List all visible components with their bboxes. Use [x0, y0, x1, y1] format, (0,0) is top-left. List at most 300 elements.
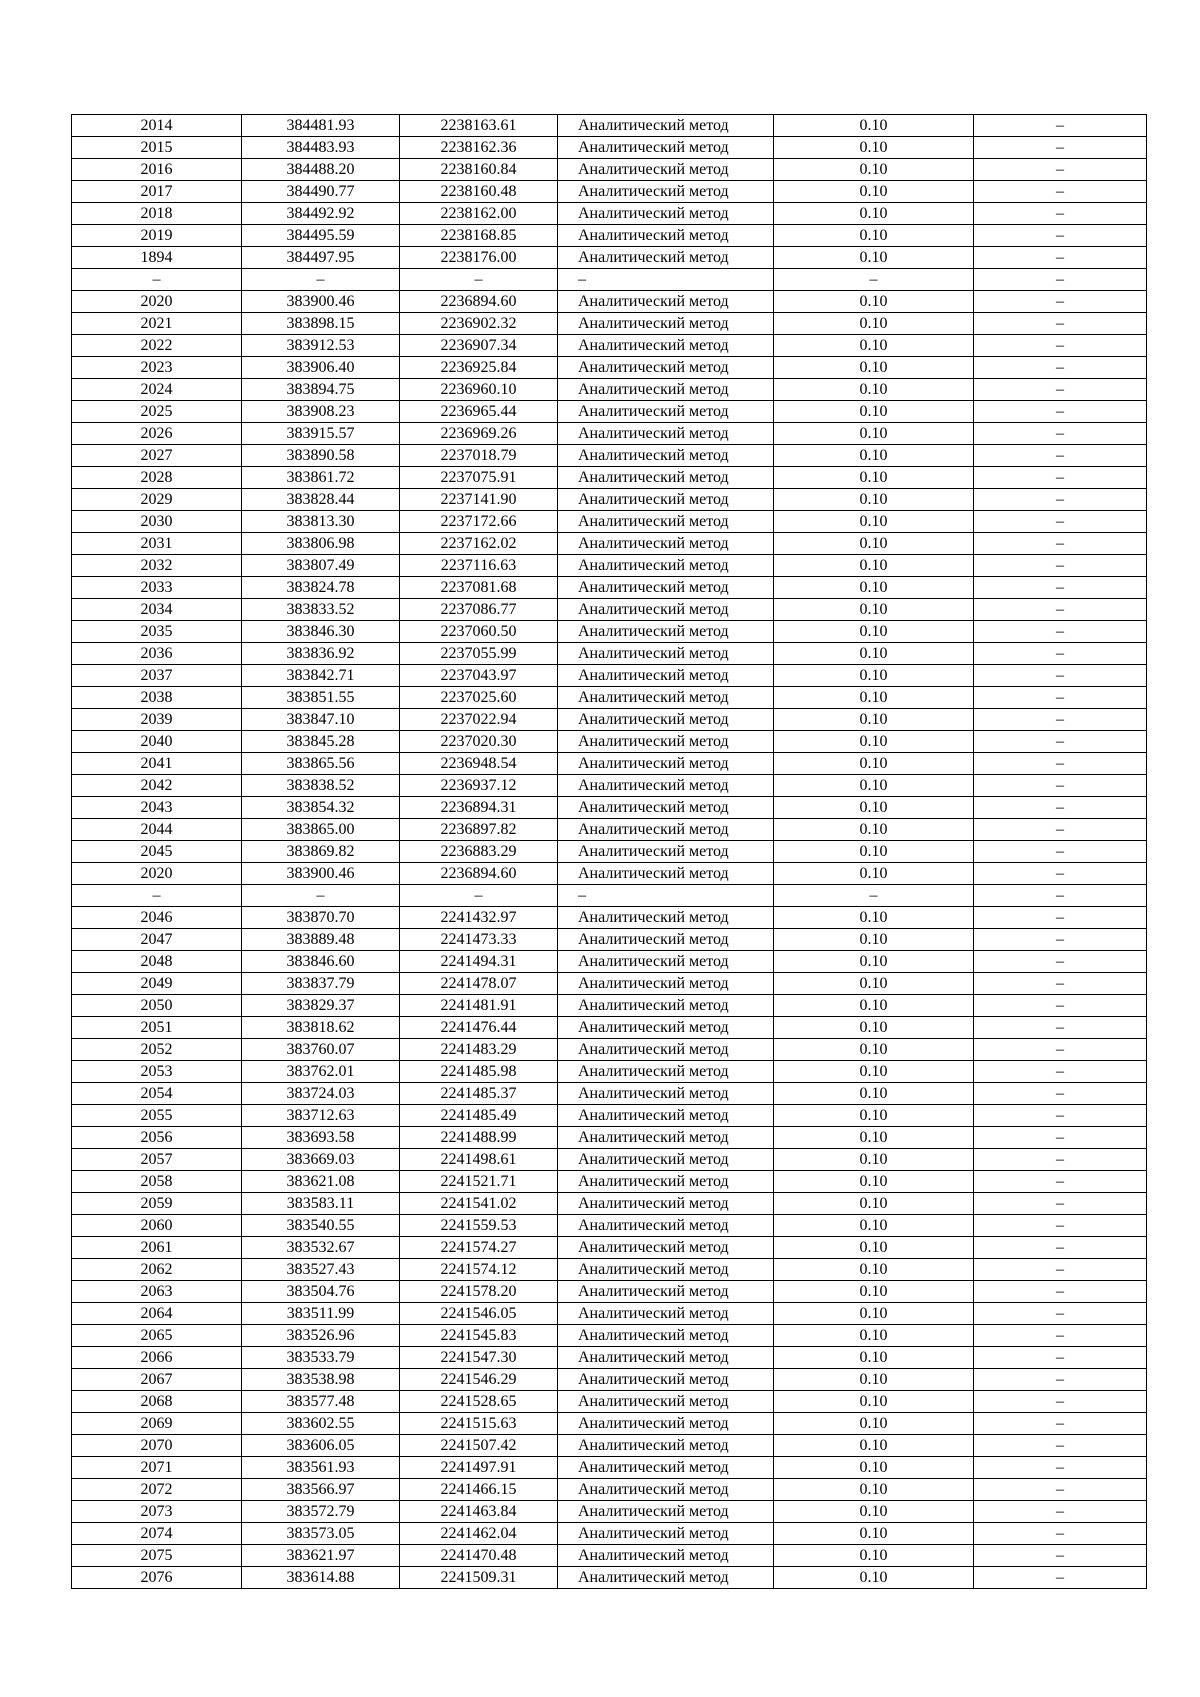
- note-cell: –: [974, 511, 1147, 533]
- point-number-cell: 2017: [72, 181, 242, 203]
- note-cell: –: [974, 1545, 1147, 1567]
- note-cell: –: [974, 1325, 1147, 1347]
- accuracy-cell: 0.10: [774, 225, 974, 247]
- accuracy-cell: 0.10: [774, 1215, 974, 1237]
- method-cell: Аналитический метод: [558, 797, 774, 819]
- accuracy-cell: 0.10: [774, 1171, 974, 1193]
- point-number-cell: 1894: [72, 247, 242, 269]
- point-number-cell: 2055: [72, 1105, 242, 1127]
- x-coordinate-cell: 384497.95: [242, 247, 400, 269]
- x-coordinate-cell: 383818.62: [242, 1017, 400, 1039]
- x-coordinate-cell: 383724.03: [242, 1083, 400, 1105]
- point-number-cell: 2058: [72, 1171, 242, 1193]
- note-cell: –: [974, 577, 1147, 599]
- y-coordinate-cell: 2241463.84: [400, 1501, 558, 1523]
- table-row: [72, 1413, 1147, 1435]
- x-coordinate-cell: 383511.99: [242, 1303, 400, 1325]
- accuracy-cell: 0.10: [774, 511, 974, 533]
- method-cell: Аналитический метод: [558, 995, 774, 1017]
- note-cell: –: [974, 1039, 1147, 1061]
- method-cell: Аналитический метод: [558, 313, 774, 335]
- x-coordinate-cell: 383847.10: [242, 709, 400, 731]
- accuracy-cell: 0.10: [774, 357, 974, 379]
- note-cell: –: [974, 1347, 1147, 1369]
- table-row: [72, 841, 1147, 863]
- method-cell: Аналитический метод: [558, 489, 774, 511]
- note-cell: –: [974, 533, 1147, 555]
- point-number-cell: 2068: [72, 1391, 242, 1413]
- accuracy-cell: 0.10: [774, 951, 974, 973]
- table-row: [72, 555, 1147, 577]
- accuracy-cell: 0.10: [774, 753, 974, 775]
- point-number-cell: 2073: [72, 1501, 242, 1523]
- x-coordinate-cell: 384481.93: [242, 115, 400, 137]
- x-coordinate-cell: –: [242, 269, 400, 291]
- x-coordinate-cell: 383889.48: [242, 929, 400, 951]
- x-coordinate-cell: 383906.40: [242, 357, 400, 379]
- table-row: [72, 1083, 1147, 1105]
- table-row: [72, 137, 1147, 159]
- x-coordinate-cell: 384492.92: [242, 203, 400, 225]
- method-cell: Аналитический метод: [558, 599, 774, 621]
- method-cell: Аналитический метод: [558, 203, 774, 225]
- method-cell: Аналитический метод: [558, 863, 774, 885]
- table-row: [72, 1567, 1147, 1589]
- accuracy-cell: 0.10: [774, 1127, 974, 1149]
- y-coordinate-cell: 2241497.91: [400, 1457, 558, 1479]
- accuracy-cell: 0.10: [774, 181, 974, 203]
- accuracy-cell: 0.10: [774, 247, 974, 269]
- method-cell: Аналитический метод: [558, 1171, 774, 1193]
- y-coordinate-cell: 2241485.49: [400, 1105, 558, 1127]
- method-cell: Аналитический метод: [558, 1347, 774, 1369]
- method-cell: Аналитический метод: [558, 665, 774, 687]
- y-coordinate-cell: 2237060.50: [400, 621, 558, 643]
- x-coordinate-cell: 383527.43: [242, 1259, 400, 1281]
- x-coordinate-cell: 383621.97: [242, 1545, 400, 1567]
- y-coordinate-cell: 2241559.53: [400, 1215, 558, 1237]
- table-row: [72, 1061, 1147, 1083]
- note-cell: –: [974, 841, 1147, 863]
- point-number-cell: 2052: [72, 1039, 242, 1061]
- accuracy-cell: 0.10: [774, 665, 974, 687]
- method-cell: Аналитический метод: [558, 1281, 774, 1303]
- x-coordinate-cell: 383533.79: [242, 1347, 400, 1369]
- point-number-cell: 2020: [72, 863, 242, 885]
- note-cell: –: [974, 1479, 1147, 1501]
- table-row: [72, 885, 1147, 907]
- y-coordinate-cell: 2236969.26: [400, 423, 558, 445]
- x-coordinate-cell: 383621.08: [242, 1171, 400, 1193]
- x-coordinate-cell: 383851.55: [242, 687, 400, 709]
- point-number-cell: 2050: [72, 995, 242, 1017]
- method-cell: Аналитический метод: [558, 533, 774, 555]
- x-coordinate-cell: 383573.05: [242, 1523, 400, 1545]
- x-coordinate-cell: 383846.30: [242, 621, 400, 643]
- method-cell: Аналитический метод: [558, 621, 774, 643]
- table-row: [72, 1369, 1147, 1391]
- method-cell: Аналитический метод: [558, 1061, 774, 1083]
- point-number-cell: 2065: [72, 1325, 242, 1347]
- method-cell: Аналитический метод: [558, 467, 774, 489]
- note-cell: –: [974, 357, 1147, 379]
- method-cell: Аналитический метод: [558, 1017, 774, 1039]
- table-row: [72, 577, 1147, 599]
- y-coordinate-cell: 2238168.85: [400, 225, 558, 247]
- y-coordinate-cell: 2236907.34: [400, 335, 558, 357]
- note-cell: –: [974, 445, 1147, 467]
- x-coordinate-cell: 383869.82: [242, 841, 400, 863]
- method-cell: Аналитический метод: [558, 1391, 774, 1413]
- method-cell: Аналитический метод: [558, 1479, 774, 1501]
- accuracy-cell: 0.10: [774, 995, 974, 1017]
- accuracy-cell: 0.10: [774, 115, 974, 137]
- method-cell: Аналитический метод: [558, 511, 774, 533]
- note-cell: –: [974, 643, 1147, 665]
- table-row: [72, 797, 1147, 819]
- accuracy-cell: 0.10: [774, 423, 974, 445]
- x-coordinate-cell: 383669.03: [242, 1149, 400, 1171]
- x-coordinate-cell: 383532.67: [242, 1237, 400, 1259]
- method-cell: Аналитический метод: [558, 1127, 774, 1149]
- accuracy-cell: 0.10: [774, 907, 974, 929]
- point-number-cell: 2049: [72, 973, 242, 995]
- method-cell: Аналитический метод: [558, 159, 774, 181]
- accuracy-cell: 0.10: [774, 1083, 974, 1105]
- x-coordinate-cell: 383837.79: [242, 973, 400, 995]
- table-row: [72, 445, 1147, 467]
- y-coordinate-cell: 2238160.84: [400, 159, 558, 181]
- x-coordinate-cell: 383606.05: [242, 1435, 400, 1457]
- note-cell: –: [974, 1105, 1147, 1127]
- y-coordinate-cell: 2241578.20: [400, 1281, 558, 1303]
- note-cell: –: [974, 621, 1147, 643]
- x-coordinate-cell: 383836.92: [242, 643, 400, 665]
- point-number-cell: –: [72, 885, 242, 907]
- note-cell: –: [974, 401, 1147, 423]
- x-coordinate-cell: 383561.93: [242, 1457, 400, 1479]
- table-row: [72, 1501, 1147, 1523]
- table-row: [72, 687, 1147, 709]
- note-cell: –: [974, 1259, 1147, 1281]
- note-cell: –: [974, 1523, 1147, 1545]
- accuracy-cell: 0.10: [774, 1039, 974, 1061]
- x-coordinate-cell: 383845.28: [242, 731, 400, 753]
- table-row: [72, 599, 1147, 621]
- table-row: [72, 731, 1147, 753]
- table-row: [72, 1347, 1147, 1369]
- y-coordinate-cell: 2236948.54: [400, 753, 558, 775]
- table-row: [72, 1237, 1147, 1259]
- y-coordinate-cell: 2241483.29: [400, 1039, 558, 1061]
- point-number-cell: 2042: [72, 775, 242, 797]
- method-cell: Аналитический метод: [558, 1193, 774, 1215]
- y-coordinate-cell: 2241462.04: [400, 1523, 558, 1545]
- point-number-cell: 2043: [72, 797, 242, 819]
- table-row: [72, 357, 1147, 379]
- y-coordinate-cell: 2238176.00: [400, 247, 558, 269]
- y-coordinate-cell: –: [400, 269, 558, 291]
- point-number-cell: 2048: [72, 951, 242, 973]
- note-cell: –: [974, 137, 1147, 159]
- point-number-cell: 2020: [72, 291, 242, 313]
- y-coordinate-cell: 2241470.48: [400, 1545, 558, 1567]
- method-cell: Аналитический метод: [558, 357, 774, 379]
- accuracy-cell: 0.10: [774, 709, 974, 731]
- method-cell: Аналитический метод: [558, 1545, 774, 1567]
- method-cell: Аналитический метод: [558, 1325, 774, 1347]
- table-row: [72, 181, 1147, 203]
- point-number-cell: 2027: [72, 445, 242, 467]
- table-row: [72, 643, 1147, 665]
- accuracy-cell: 0.10: [774, 1303, 974, 1325]
- y-coordinate-cell: 2241515.63: [400, 1413, 558, 1435]
- table-row: [72, 423, 1147, 445]
- accuracy-cell: 0.10: [774, 1281, 974, 1303]
- x-coordinate-cell: 383865.56: [242, 753, 400, 775]
- accuracy-cell: 0.10: [774, 1479, 974, 1501]
- x-coordinate-cell: 383577.48: [242, 1391, 400, 1413]
- note-cell: –: [974, 115, 1147, 137]
- method-cell: Аналитический метод: [558, 819, 774, 841]
- y-coordinate-cell: 2236965.44: [400, 401, 558, 423]
- y-coordinate-cell: 2241509.31: [400, 1567, 558, 1589]
- accuracy-cell: –: [774, 269, 974, 291]
- y-coordinate-cell: 2241574.27: [400, 1237, 558, 1259]
- table-row: [72, 665, 1147, 687]
- point-number-cell: 2031: [72, 533, 242, 555]
- x-coordinate-cell: 383824.78: [242, 577, 400, 599]
- y-coordinate-cell: 2241498.61: [400, 1149, 558, 1171]
- note-cell: –: [974, 269, 1147, 291]
- point-number-cell: 2039: [72, 709, 242, 731]
- table-row: [72, 115, 1147, 137]
- x-coordinate-cell: 383894.75: [242, 379, 400, 401]
- point-number-cell: 2033: [72, 577, 242, 599]
- note-cell: –: [974, 1149, 1147, 1171]
- point-number-cell: 2064: [72, 1303, 242, 1325]
- note-cell: –: [974, 203, 1147, 225]
- method-cell: Аналитический метод: [558, 555, 774, 577]
- accuracy-cell: 0.10: [774, 533, 974, 555]
- table-row: [72, 489, 1147, 511]
- note-cell: –: [974, 1435, 1147, 1457]
- accuracy-cell: 0.10: [774, 1391, 974, 1413]
- coordinates-table: [71, 114, 1147, 1589]
- table-row: [72, 973, 1147, 995]
- table-row: [72, 1039, 1147, 1061]
- method-cell: Аналитический метод: [558, 1259, 774, 1281]
- y-coordinate-cell: 2237022.94: [400, 709, 558, 731]
- point-number-cell: 2074: [72, 1523, 242, 1545]
- note-cell: –: [974, 1017, 1147, 1039]
- note-cell: –: [974, 379, 1147, 401]
- point-number-cell: –: [72, 269, 242, 291]
- y-coordinate-cell: 2241478.07: [400, 973, 558, 995]
- point-number-cell: 2023: [72, 357, 242, 379]
- y-coordinate-cell: 2236894.31: [400, 797, 558, 819]
- accuracy-cell: 0.10: [774, 1369, 974, 1391]
- accuracy-cell: 0.10: [774, 1061, 974, 1083]
- note-cell: –: [974, 181, 1147, 203]
- method-cell: Аналитический метод: [558, 731, 774, 753]
- point-number-cell: 2015: [72, 137, 242, 159]
- x-coordinate-cell: 383900.46: [242, 291, 400, 313]
- note-cell: –: [974, 995, 1147, 1017]
- y-coordinate-cell: 2241546.29: [400, 1369, 558, 1391]
- note-cell: –: [974, 599, 1147, 621]
- y-coordinate-cell: 2241521.71: [400, 1171, 558, 1193]
- point-number-cell: 2061: [72, 1237, 242, 1259]
- point-number-cell: 2026: [72, 423, 242, 445]
- point-number-cell: 2035: [72, 621, 242, 643]
- accuracy-cell: 0.10: [774, 401, 974, 423]
- method-cell: Аналитический метод: [558, 973, 774, 995]
- method-cell: Аналитический метод: [558, 1149, 774, 1171]
- point-number-cell: 2066: [72, 1347, 242, 1369]
- y-coordinate-cell: 2241547.30: [400, 1347, 558, 1369]
- note-cell: –: [974, 159, 1147, 181]
- table-row: [72, 511, 1147, 533]
- note-cell: –: [974, 1083, 1147, 1105]
- method-cell: Аналитический метод: [558, 1567, 774, 1589]
- x-coordinate-cell: 383900.46: [242, 863, 400, 885]
- accuracy-cell: 0.10: [774, 1325, 974, 1347]
- note-cell: –: [974, 1391, 1147, 1413]
- method-cell: Аналитический метод: [558, 1215, 774, 1237]
- accuracy-cell: 0.10: [774, 291, 974, 313]
- accuracy-cell: 0.10: [774, 819, 974, 841]
- y-coordinate-cell: 2241466.15: [400, 1479, 558, 1501]
- accuracy-cell: 0.10: [774, 1259, 974, 1281]
- x-coordinate-cell: 383842.71: [242, 665, 400, 687]
- point-number-cell: 2045: [72, 841, 242, 863]
- table-row: [72, 621, 1147, 643]
- point-number-cell: 2029: [72, 489, 242, 511]
- x-coordinate-cell: 383861.72: [242, 467, 400, 489]
- x-coordinate-cell: 383572.79: [242, 1501, 400, 1523]
- method-cell: Аналитический метод: [558, 1039, 774, 1061]
- y-coordinate-cell: 2238160.48: [400, 181, 558, 203]
- y-coordinate-cell: 2241545.83: [400, 1325, 558, 1347]
- x-coordinate-cell: 383908.23: [242, 401, 400, 423]
- point-number-cell: 2054: [72, 1083, 242, 1105]
- accuracy-cell: –: [774, 885, 974, 907]
- note-cell: –: [974, 467, 1147, 489]
- note-cell: –: [974, 1237, 1147, 1259]
- accuracy-cell: 0.10: [774, 1523, 974, 1545]
- accuracy-cell: 0.10: [774, 1149, 974, 1171]
- method-cell: Аналитический метод: [558, 1237, 774, 1259]
- accuracy-cell: 0.10: [774, 621, 974, 643]
- x-coordinate-cell: 383870.70: [242, 907, 400, 929]
- point-number-cell: 2072: [72, 1479, 242, 1501]
- note-cell: –: [974, 951, 1147, 973]
- coordinates-table-body: [72, 115, 1147, 1589]
- y-coordinate-cell: 2237081.68: [400, 577, 558, 599]
- y-coordinate-cell: 2236902.32: [400, 313, 558, 335]
- y-coordinate-cell: –: [400, 885, 558, 907]
- table-row: [72, 1193, 1147, 1215]
- accuracy-cell: 0.10: [774, 1237, 974, 1259]
- table-row: [72, 1545, 1147, 1567]
- accuracy-cell: 0.10: [774, 929, 974, 951]
- method-cell: Аналитический метод: [558, 1369, 774, 1391]
- method-cell: Аналитический метод: [558, 775, 774, 797]
- note-cell: –: [974, 885, 1147, 907]
- method-cell: Аналитический метод: [558, 929, 774, 951]
- method-cell: Аналитический метод: [558, 577, 774, 599]
- table-row: [72, 401, 1147, 423]
- point-number-cell: 2070: [72, 1435, 242, 1457]
- x-coordinate-cell: 383829.37: [242, 995, 400, 1017]
- method-cell: Аналитический метод: [558, 907, 774, 929]
- accuracy-cell: 0.10: [774, 489, 974, 511]
- y-coordinate-cell: 2237018.79: [400, 445, 558, 467]
- table-row: [72, 1457, 1147, 1479]
- table-row: [72, 1259, 1147, 1281]
- accuracy-cell: 0.10: [774, 1501, 974, 1523]
- y-coordinate-cell: 2241432.97: [400, 907, 558, 929]
- note-cell: –: [974, 929, 1147, 951]
- table-row: [72, 1391, 1147, 1413]
- point-number-cell: 2044: [72, 819, 242, 841]
- table-row: [72, 951, 1147, 973]
- y-coordinate-cell: 2236960.10: [400, 379, 558, 401]
- method-cell: Аналитический метод: [558, 687, 774, 709]
- note-cell: –: [974, 687, 1147, 709]
- point-number-cell: 2053: [72, 1061, 242, 1083]
- x-coordinate-cell: 383614.88: [242, 1567, 400, 1589]
- y-coordinate-cell: 2241476.44: [400, 1017, 558, 1039]
- point-number-cell: 2034: [72, 599, 242, 621]
- table-row: [72, 1281, 1147, 1303]
- y-coordinate-cell: 2241546.05: [400, 1303, 558, 1325]
- method-cell: Аналитический метод: [558, 1435, 774, 1457]
- point-number-cell: 2030: [72, 511, 242, 533]
- table-row: [72, 335, 1147, 357]
- point-number-cell: 2067: [72, 1369, 242, 1391]
- point-number-cell: 2014: [72, 115, 242, 137]
- method-cell: Аналитический метод: [558, 291, 774, 313]
- table-row: [72, 269, 1147, 291]
- accuracy-cell: 0.10: [774, 1435, 974, 1457]
- note-cell: –: [974, 1413, 1147, 1435]
- x-coordinate-cell: 383846.60: [242, 951, 400, 973]
- x-coordinate-cell: 383760.07: [242, 1039, 400, 1061]
- note-cell: –: [974, 247, 1147, 269]
- y-coordinate-cell: 2237116.63: [400, 555, 558, 577]
- method-cell: Аналитический метод: [558, 643, 774, 665]
- method-cell: Аналитический метод: [558, 1083, 774, 1105]
- table-row: [72, 1479, 1147, 1501]
- point-number-cell: 2057: [72, 1149, 242, 1171]
- note-cell: –: [974, 1215, 1147, 1237]
- point-number-cell: 2069: [72, 1413, 242, 1435]
- method-cell: Аналитический метод: [558, 1457, 774, 1479]
- point-number-cell: 2051: [72, 1017, 242, 1039]
- table-row: [72, 709, 1147, 731]
- accuracy-cell: 0.10: [774, 841, 974, 863]
- note-cell: –: [974, 1501, 1147, 1523]
- table-row: [72, 1303, 1147, 1325]
- table-row: [72, 291, 1147, 313]
- accuracy-cell: 0.10: [774, 555, 974, 577]
- method-cell: Аналитический метод: [558, 1303, 774, 1325]
- accuracy-cell: 0.10: [774, 863, 974, 885]
- table-row: [72, 995, 1147, 1017]
- x-coordinate-cell: 383712.63: [242, 1105, 400, 1127]
